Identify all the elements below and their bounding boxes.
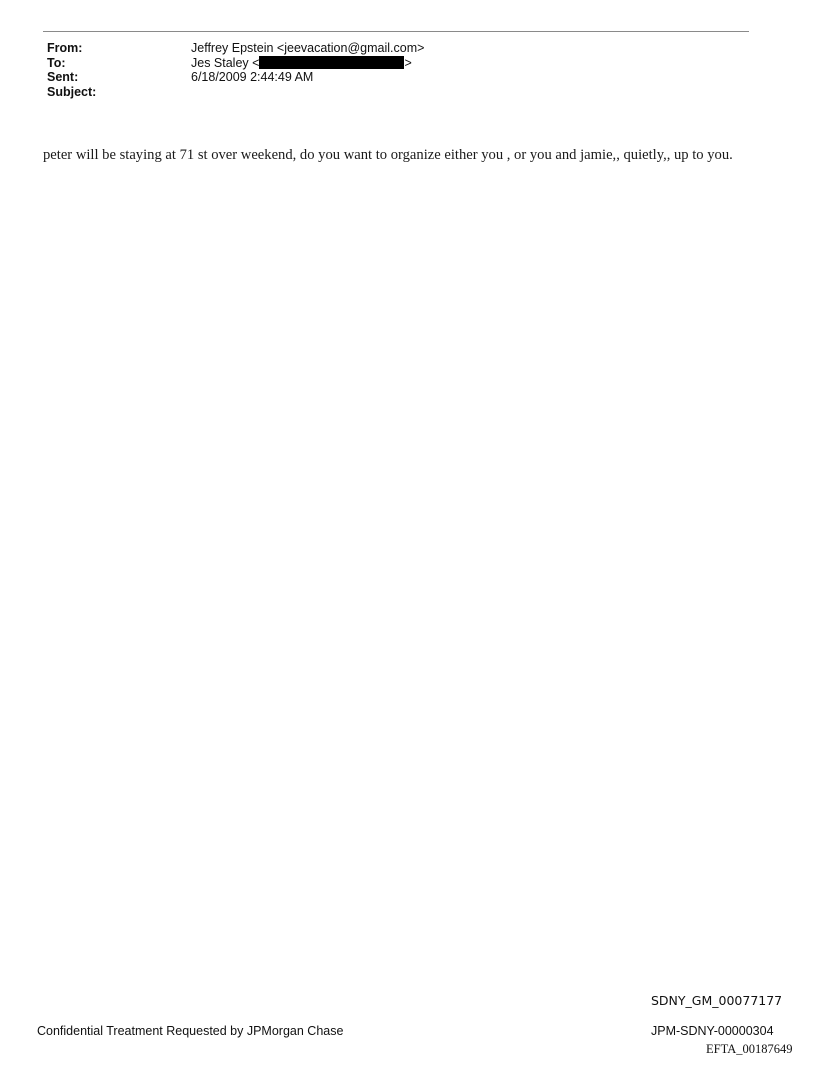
sent-label: Sent: — [47, 70, 79, 84]
from-label: From: — [47, 41, 83, 55]
bates-number-efta: EFTA_00187649 — [706, 1042, 793, 1056]
sent-value: 6/18/2009 2:44:49 AM — [191, 70, 314, 84]
header-divider — [43, 31, 749, 32]
subject-label: Subject: — [47, 84, 97, 99]
from-value: Jeffrey Epstein <jeevacation@gmail.com> — [191, 41, 425, 55]
bates-number-sdny: SDNY_GM_00077177 — [651, 993, 783, 1008]
to-value — [191, 56, 412, 71]
to-label: To: — [47, 55, 66, 70]
confidential-notice: Confidential Treatment Requested by JPMorgan Chase — [37, 1024, 344, 1038]
to-name: Jes Staley < — [191, 55, 260, 70]
redaction-bar — [259, 56, 404, 69]
email-body: peter will be staying at 71 st over weekend, do you want to organize either you , or you and jamie,, quietly,, up to you. — [43, 147, 733, 163]
bates-number-jpm: JPM-SDNY-00000304 — [651, 1024, 774, 1038]
to-suffix: > — [404, 55, 412, 70]
